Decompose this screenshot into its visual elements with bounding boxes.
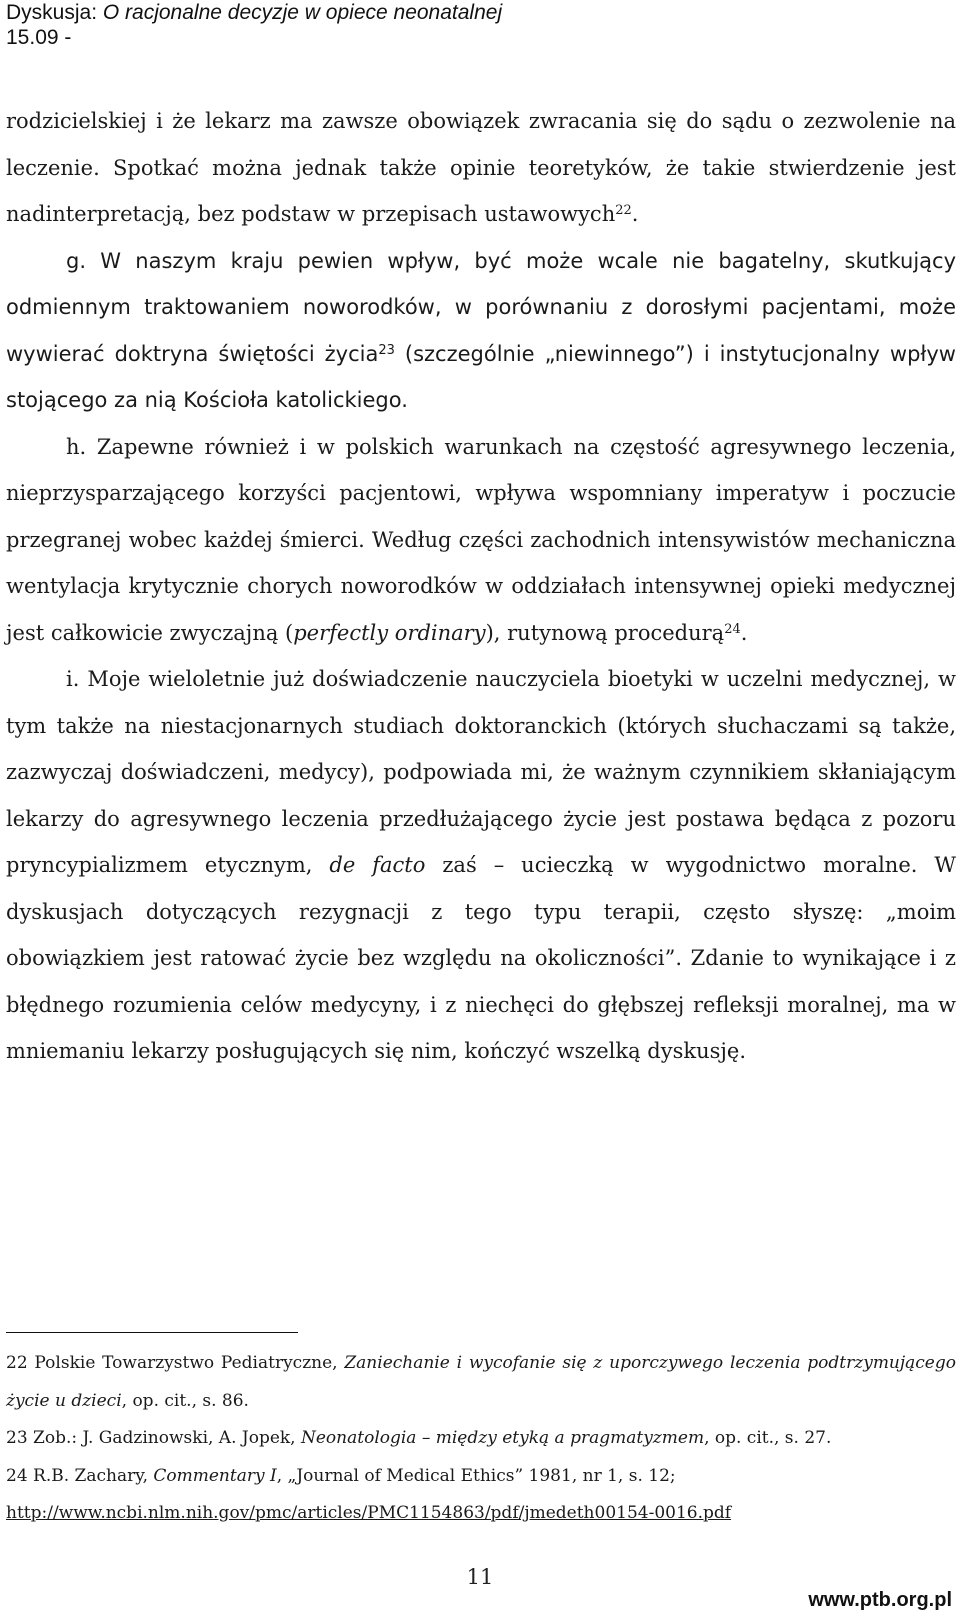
header-title-line <box>6 0 502 25</box>
article-link[interactable]: http://www.ncbi.nlm.nih.gov/pmc/articles/PMC1154863/pdf/jmedeth00154-0016.pdf <box>6 1503 732 1523</box>
header-label: Dyskusja: <box>6 1 103 24</box>
footnote-22: 22 Polskie Towarzystwo Pediatryczne, Zaniechanie i wycofanie się z uporczywego leczenia podtrzymującego życie u dzieci, op. cit., s. 86. <box>6 1353 956 1411</box>
footnote-24: 24 R.B. Zachary, Commentary I, „Journal of Medical Ethics” 1981, nr 1, s. 12; <box>6 1465 676 1486</box>
page-number: 11 <box>466 1565 494 1589</box>
footnotes <box>6 1345 956 1533</box>
header-title: O racjonalne decyzje w opiece neonatalnej <box>102 1 503 24</box>
paragraph-h: h. Zapewne również i w polskich warunkach na częstość agresywnego leczenia, nieprzysparzającego korzyści pacjentowi, wpływa wspomniany imperatyw i poczucie przegranej wobec każdej śmierci. Według części zachodnich intensywistów mechaniczna wentylacja krytycznie chorych noworodków w oddziałach intensywnej opieki medycznej jest całkowicie zwyczajną (perfectly ordinary), rutynową procedurą$^{24}$. <box>6 434 956 645</box>
main-text <box>6 98 956 1075</box>
paragraph-i: i. Moje wieloletnie już doświadczenie nauczyciela bioetyki w uczelni medycznej, w tym także na niestacjonarnych studiach doktoranckich (których słuchaczami są także, zazwyczaj doświadczeni, medycy), podpowiada mi, że ważnym czynnikiem skłaniającym lekarzy do agresywnego leczenia przedłużającego życie jest postawa będąca z pozoru pryncypializmem etycznym, de facto zaś – ucieczką w wygodnictwo moralne. W dyskusjach dotyczących rezygnacji z tego typu terapii, często słyszę: „moim obowiązkiem jest ratować życie bez względu na okoliczności”. Zdanie to wynikające i z błędnego rozumienia celów medycyny, i z niechęci do głębszej refleksji moralnej, ma w mniemaniu lekarzy posługujących się nim, kończyć wszelką dyskusję. <box>6 667 956 1063</box>
running-header <box>6 0 502 50</box>
italic-term: de facto <box>329 853 426 877</box>
footnote-ref-24[interactable]: 24 <box>724 621 741 637</box>
paragraph-g: g. W naszym kraju pewien wpływ, być może wcale nie bagatelny, skutkujący odmiennym traktowaniem noworodków, w porównaniu z dorosłymi pacjentami, może wywierać doktryna świętości życia$^{23}$ (szczególnie „niewinnego”) i instytucjonalny wpływ stojącego za nią Kościoła katolickiego. <box>6 248 956 412</box>
footnote-ref-23[interactable]: 23 <box>378 342 395 358</box>
footer-site-url: www.ptb.org.pl <box>808 1589 952 1611</box>
footnote-24-link-line <box>6 1495 956 1533</box>
footnote-separator <box>6 1332 298 1333</box>
footnote-ref-22[interactable]: 22 <box>615 203 632 218</box>
header-date: 15.09 - <box>6 26 72 49</box>
italic-term: perfectly ordinary <box>293 620 486 645</box>
paragraph-continuation: rodzicielskiej i że lekarz ma zawsze obowiązek zwracania się do sądu o zezwolenie na leczenie. Spotkać można jednak także opinie teoretyków, że takie stwierdzenie jest nadinterpretacją, bez podstaw w przepisach ustawowych$^{22}$. <box>6 109 956 226</box>
footnote-23: 23 Zob.: J. Gadzinowski, A. Jopek, Neonatologia – między etyką a pragmatyzmem, op. cit., s. 27. <box>6 1428 832 1448</box>
